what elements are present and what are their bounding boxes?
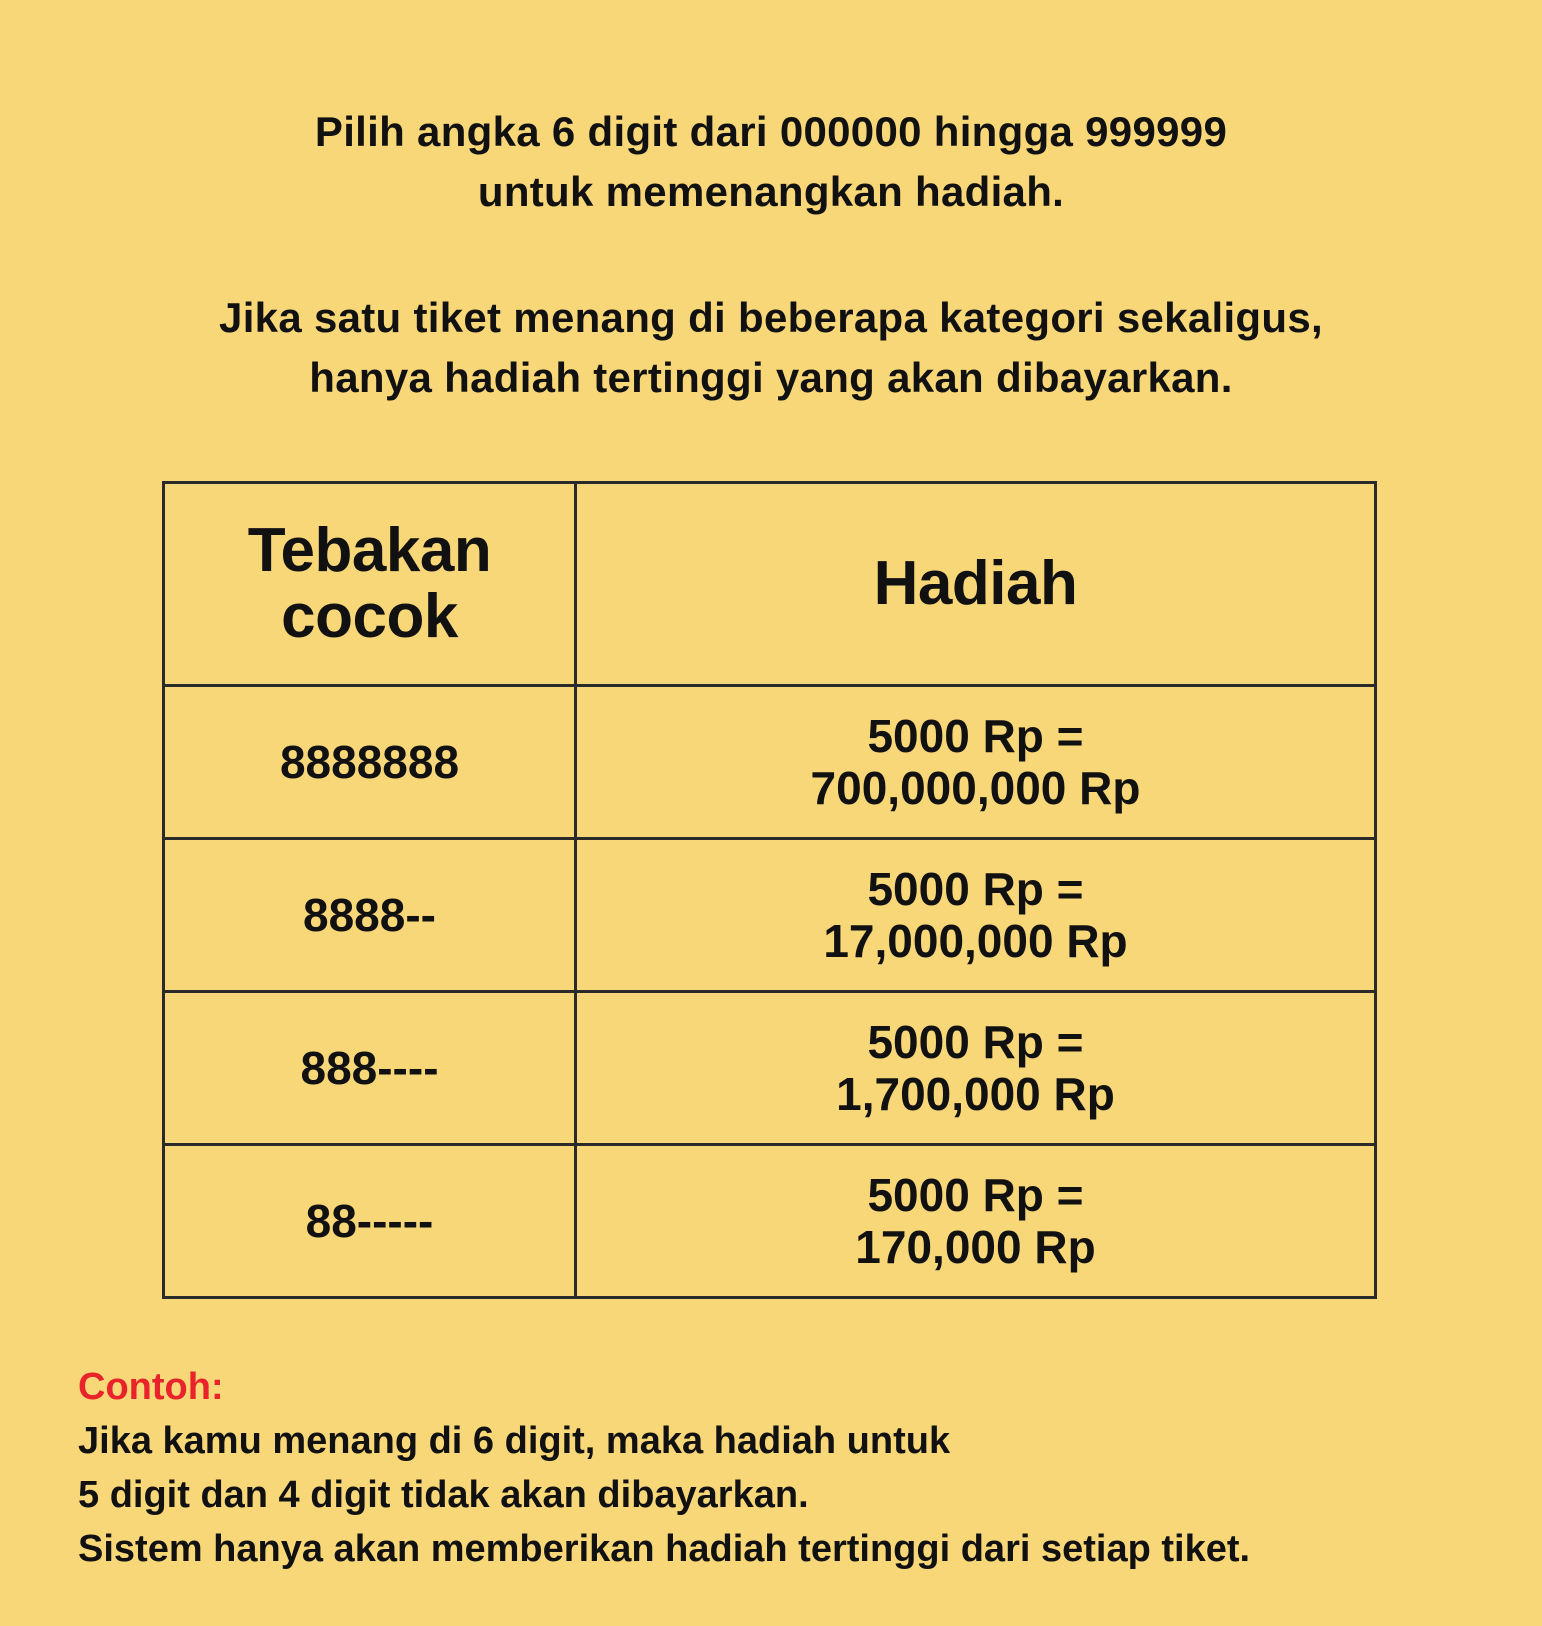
prize-stake: 5000 Rp = [867, 1169, 1084, 1221]
match-cell: 888---- [164, 992, 576, 1145]
prize-table [162, 481, 1377, 1299]
intro-line-4: hanya hadiah tertinggi yang akan dibayarkan. [309, 354, 1233, 401]
intro-rules [0, 102, 1542, 222]
header-match [164, 483, 576, 686]
example-line-3: Sistem hanya akan memberikan hadiah tertinggi dari setiap tiket. [78, 1528, 1251, 1570]
table-row [164, 1145, 1376, 1298]
prize-cell [576, 839, 1376, 992]
table-header-row [164, 483, 1376, 686]
match-cell: 8888-- [164, 839, 576, 992]
intro-payout-rule [0, 288, 1542, 408]
table-row [164, 839, 1376, 992]
example-line-1: Jika kamu menang di 6 digit, maka hadiah untuk [78, 1420, 951, 1462]
match-cell: 8888888 [164, 686, 576, 839]
prize-stake: 5000 Rp = [867, 863, 1084, 915]
prize-cell [576, 686, 1376, 839]
prize-amount: 1,700,000 Rp [836, 1068, 1115, 1120]
prize-cell [576, 1145, 1376, 1298]
header-prize: Hadiah [576, 483, 1376, 686]
prize-amount: 17,000,000 Rp [823, 915, 1128, 967]
intro-line-2: untuk memenangkan hadiah. [477, 168, 1065, 215]
example-section [78, 1360, 1250, 1576]
match-cell: 88----- [164, 1145, 576, 1298]
header-match-line-1: Tebakan [247, 516, 492, 585]
table-row [164, 686, 1376, 839]
intro-line-3: Jika satu tiket menang di beberapa kategori sekaligus, [219, 294, 1323, 341]
prize-amount: 700,000,000 Rp [810, 762, 1141, 814]
header-match-line-2: cocok [281, 582, 458, 651]
prize-amount: 170,000 Rp [855, 1221, 1096, 1273]
example-line-2: 5 digit dan 4 digit tidak akan dibayarkan. [78, 1474, 809, 1516]
example-title: Contoh: [78, 1366, 224, 1408]
prize-cell [576, 992, 1376, 1145]
table-row [164, 992, 1376, 1145]
prize-stake: 5000 Rp = [867, 710, 1084, 762]
prize-stake: 5000 Rp = [867, 1016, 1084, 1068]
intro-line-1: Pilih angka 6 digit dari 000000 hingga 999999 [314, 108, 1228, 155]
